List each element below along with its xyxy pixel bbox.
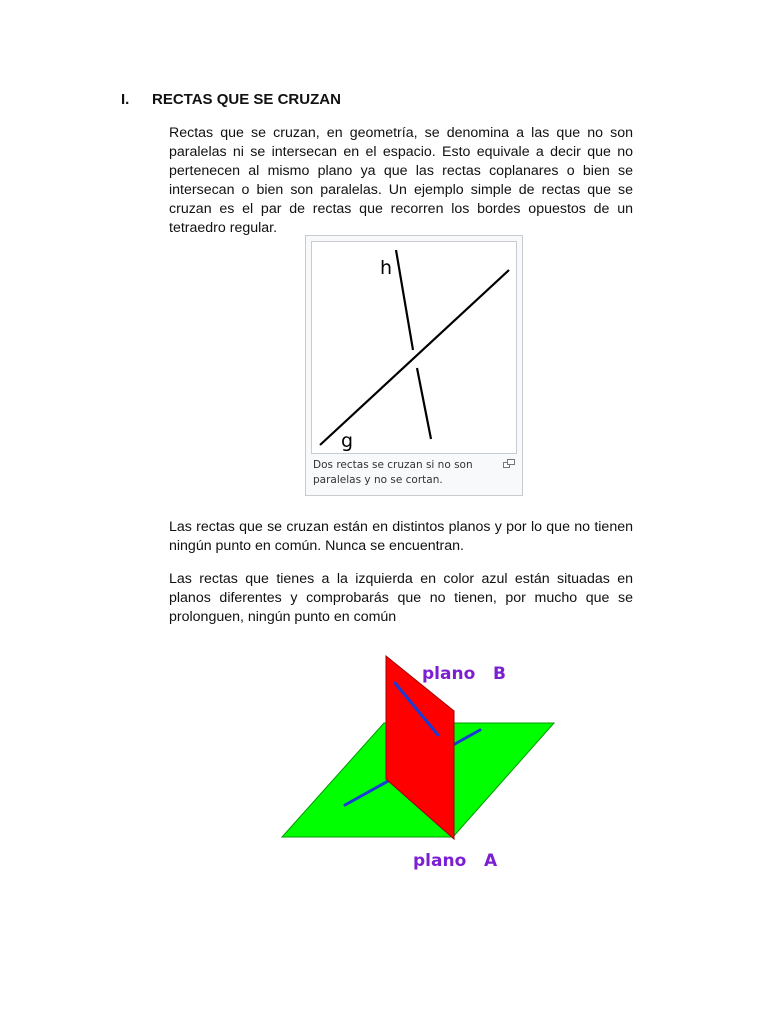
label-plane-a: plano A <box>413 851 498 871</box>
skew-lines-figure <box>305 235 523 496</box>
section-number: I. <box>121 91 130 108</box>
section-title: RECTAS QUE SE CRUZAN <box>152 91 341 108</box>
line-h-upper <box>396 250 413 350</box>
line-h-lower <box>417 368 431 439</box>
skew-lines-image[interactable] <box>311 241 517 454</box>
paragraph-2: Las rectas que se cruzan están en distintos planos y por lo que no tienen ningún punto en común. Nunca se encuentran. <box>169 519 633 554</box>
intro-paragraph: Rectas que se cruzan, en geometría, se denomina a las que no son paralelas ni se intersecan en el espacio. Esto equivale a decir que no pertenecen al mismo plano ya que las rectas coplanares o bien se intersecan o bien son paralelas. Un ejemplo simple de rectas que se cruzan es el par de rectas que recorren los bordes opuestos de un tetraedro regular. <box>169 125 633 236</box>
section-heading <box>121 91 341 108</box>
label-g: g <box>341 430 354 452</box>
label-plane-b: plano B <box>422 664 506 684</box>
label-h: h <box>380 257 393 279</box>
paragraph-3: Las rectas que tienes a la izquierda en color azul están situadas en planos diferentes y comprobarás que no tienen, por mucho que se prolonguen, ningún punto en común <box>169 571 633 625</box>
line-g <box>320 270 509 445</box>
figure-caption: Dos rectas se cruzan si no son paralelas y no se cortan. <box>313 459 473 486</box>
skew-lines-diagram <box>312 242 516 453</box>
magnify-icon[interactable] <box>503 459 515 469</box>
planes-figure <box>278 648 568 878</box>
